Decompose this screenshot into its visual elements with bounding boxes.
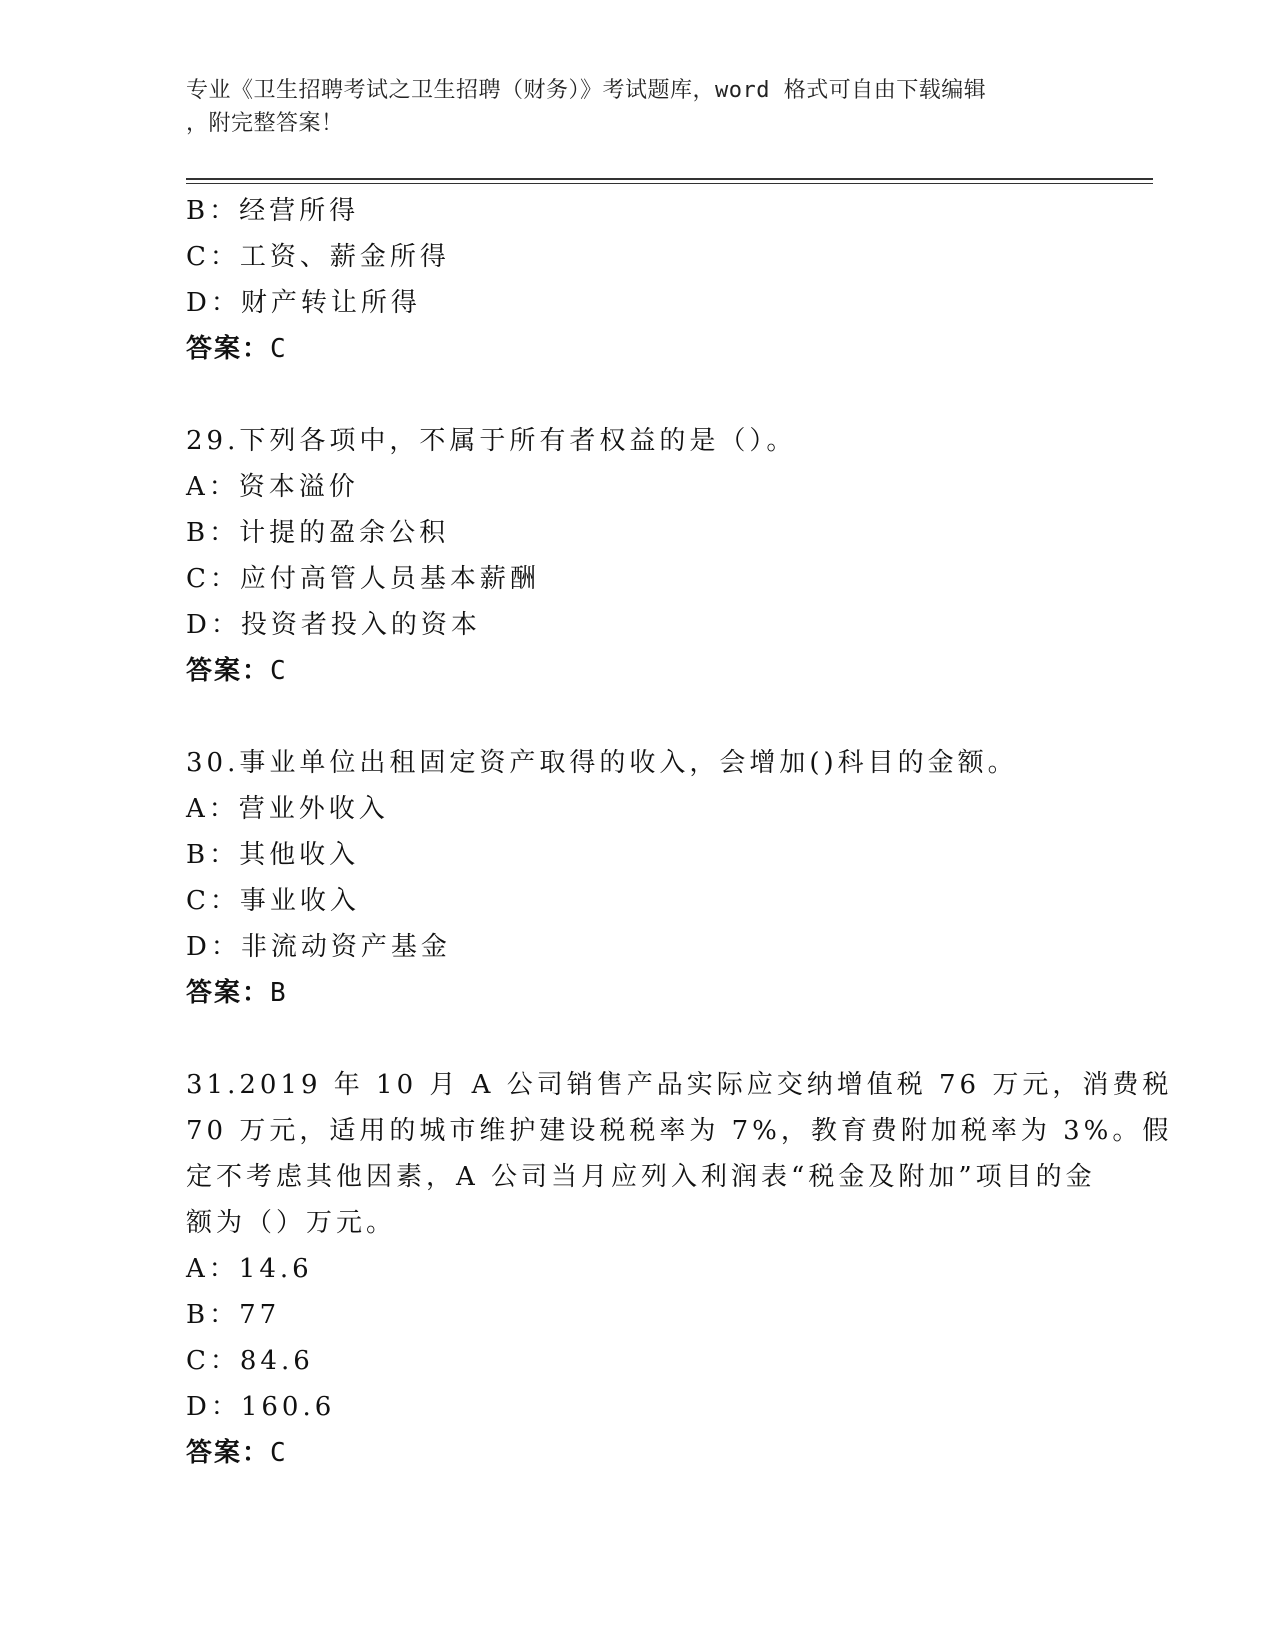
question-30	[186, 740, 1086, 1016]
answer-label: 答案：	[186, 978, 271, 1008]
answer-value: C	[270, 1438, 288, 1468]
answer-line	[186, 1430, 1086, 1476]
question-stem-line-2: 70 万元，适用的城市维护建设税税率为 7%，教育费附加税率为 3%。假	[186, 1116, 1173, 1146]
answer-line	[186, 326, 1086, 372]
option-a: A：资本溢价	[186, 472, 359, 502]
question-stem-line-1: 31.2019 年 10 月 A 公司销售产品实际应交纳增值税 76 万元，消费税	[186, 1070, 1173, 1100]
option-a: A：14.6	[186, 1254, 313, 1284]
question-28-tail	[186, 188, 1086, 372]
header-line-1: 专业《卫生招聘考试之卫生招聘（财务）》考试题库，word 格式可自由下载编辑	[186, 78, 987, 103]
document-header	[186, 74, 1066, 140]
option-d: D：160.6	[186, 1392, 336, 1422]
option-c: C：84.6	[186, 1346, 314, 1376]
option-a: A：营业外收入	[186, 794, 389, 824]
answer-line	[186, 970, 1086, 1016]
answer-line	[186, 648, 1086, 694]
option-c: C：应付高管人员基本薪酬	[186, 564, 540, 594]
question-29	[186, 418, 1086, 694]
option-b: B：其他收入	[186, 840, 360, 870]
question-stem: 29.下列各项中，不属于所有者权益的是（）。	[186, 426, 797, 456]
option-d: D：投资者投入的资本	[186, 610, 481, 640]
question-stem-line-4: 额为（）万元。	[186, 1208, 397, 1238]
header-divider-thick	[186, 178, 1153, 180]
option-c: C：事业收入	[186, 886, 360, 916]
answer-value: B	[270, 978, 288, 1008]
question-31	[186, 1062, 1173, 1476]
option-c: C：工资、薪金所得	[186, 242, 450, 272]
answer-value: C	[270, 334, 288, 364]
option-b: B：经营所得	[186, 196, 360, 226]
answer-label: 答案：	[186, 334, 271, 364]
option-d: D：非流动资产基金	[186, 932, 451, 962]
question-stem: 30.事业单位出租固定资产取得的收入，会增加()科目的金额。	[186, 748, 1018, 778]
answer-label: 答案：	[186, 1438, 271, 1468]
answer-label: 答案：	[186, 656, 271, 686]
question-list	[186, 188, 1173, 1476]
option-b: B：77	[186, 1300, 281, 1330]
answer-value: C	[270, 656, 288, 686]
header-divider-thin	[186, 183, 1153, 184]
option-d: D：财产转让所得	[186, 288, 421, 318]
question-stem-line-3: 定不考虑其他因素，A 公司当月应列入利润表“税金及附加”项目的金	[186, 1162, 1096, 1192]
option-b: B：计提的盈余公积	[186, 518, 450, 548]
header-line-2: ，附完整答案！	[186, 111, 344, 136]
